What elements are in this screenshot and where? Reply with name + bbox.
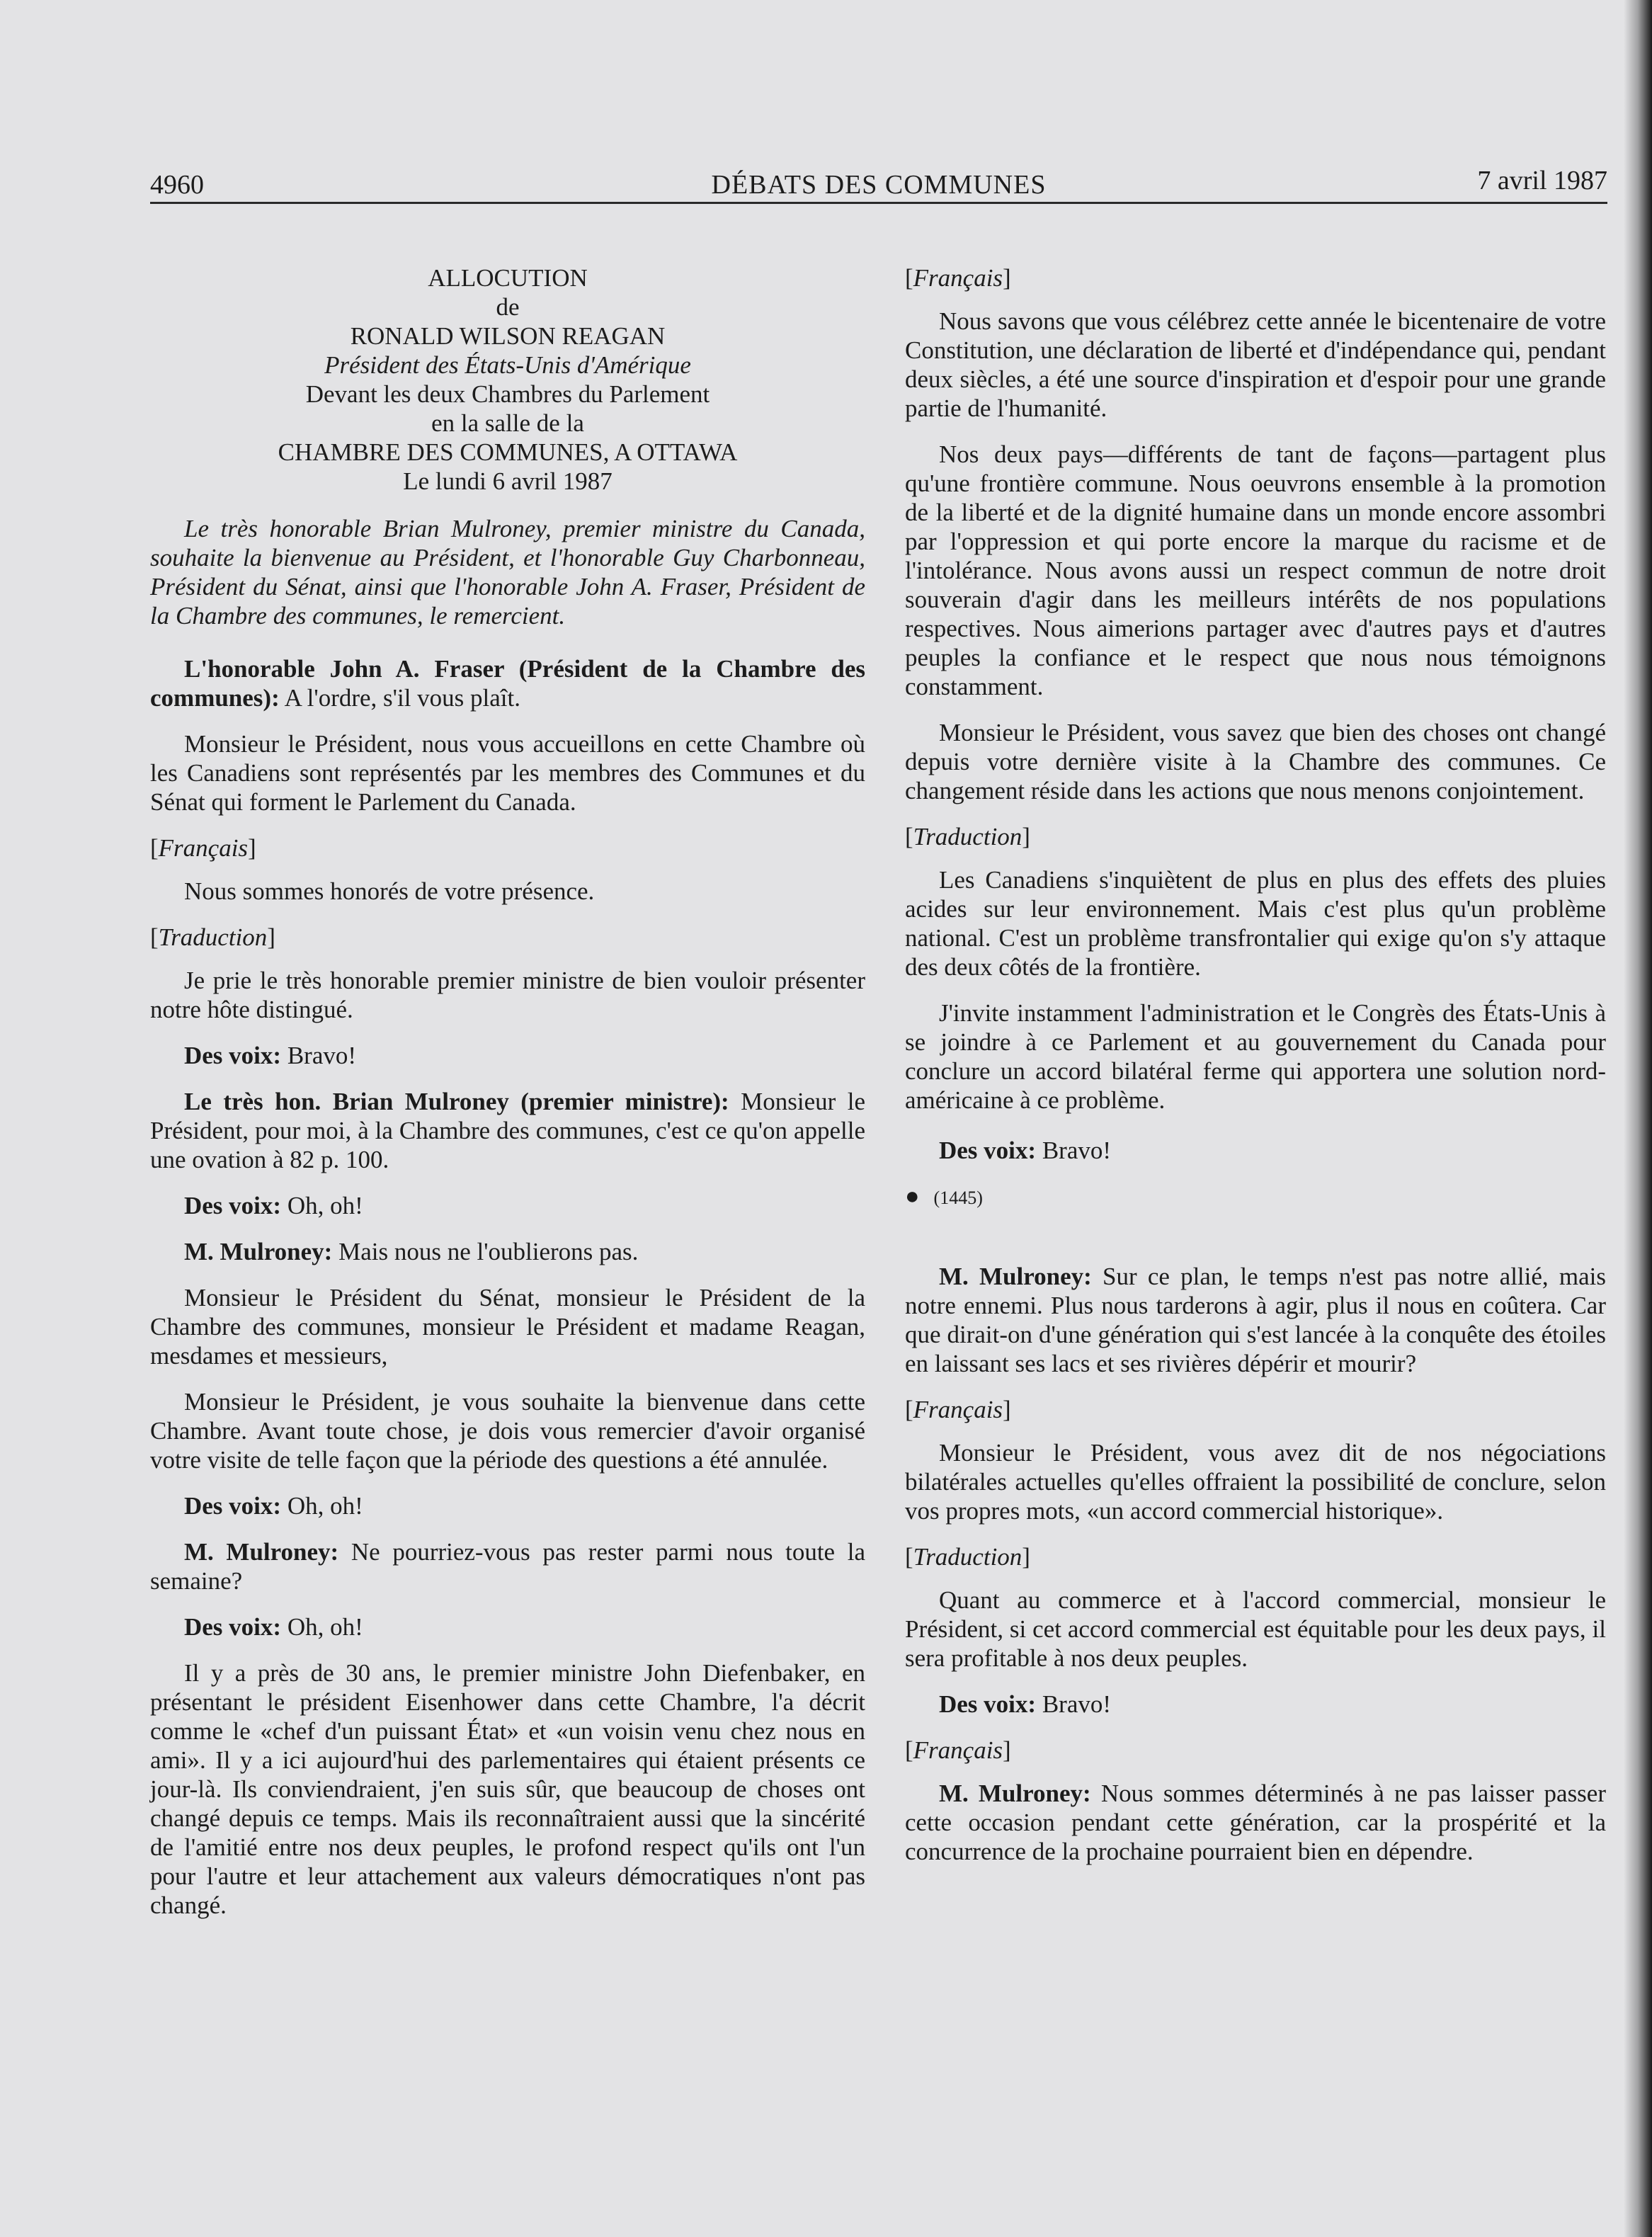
language-marker: [Traduction]: [905, 823, 1030, 850]
language-label: Français: [913, 264, 1003, 292]
page-date: 7 avril 1987: [1477, 166, 1607, 195]
paragraph: [150, 1191, 865, 1220]
title-subtitle: Président des États-Unis d'Amérique: [324, 351, 691, 379]
speaker-name: Des voix:: [184, 1042, 282, 1069]
speech-text: Bravo!: [281, 1042, 357, 1069]
paragraph: [150, 1041, 865, 1070]
language-label: Traduction: [158, 923, 268, 951]
language-label: Français: [913, 1396, 1003, 1423]
speaker-name: Des voix:: [184, 1613, 282, 1641]
time-marker: [905, 1182, 1606, 1212]
paragraph: Monsieur le Président du Sénat, monsieur le Président de la Chambre des communes, monsieur le Président et madame Reagan, mesdames et messieurs,: [150, 1284, 865, 1370]
speaker-name: Des voix:: [184, 1492, 282, 1520]
paragraph: [905, 1779, 1606, 1866]
language-label: Traduction: [913, 823, 1022, 850]
page-number: 4960: [150, 170, 204, 200]
paragraph: [905, 1262, 1606, 1378]
language-marker: [Français]: [905, 1396, 1011, 1423]
paragraph: [905, 1136, 1606, 1165]
paragraph: Je prie le très honorable premier ministre de bien vouloir présenter notre hôte distingué.: [150, 967, 865, 1023]
speaker-name: M. Mulroney:: [939, 1780, 1091, 1807]
language-marker: [Français]: [905, 264, 1011, 292]
paragraph: J'invite instamment l'administration et le Congrès des États-Unis à se joindre à ce Parlement et au gouvernement du Canada pour conclure un accord bilatéral ferme qui apportera une solution nord-américaine à ce problème.: [905, 999, 1606, 1114]
title-line: de: [496, 293, 520, 321]
title-line: RONALD WILSON REAGAN: [350, 322, 666, 350]
paragraph: Il y a près de 30 ans, le premier ministre John Diefenbaker, en présentant le président Eisenhower dans cette Chambre, l'a décrit comme le «chef d'un puissant État» et «un voisin venu chez nous en ami». Il y a ici aujourd'hui des parlementaires qui étaient présents ce jour-là. Ils conviendraient, j'en suis sûr, que beaucoup de choses ont changé depuis ce temps. Mais ils reconnaîtraient aussi que la sincérité de l'amitié entre nos deux peuples, le profond respect qu'ils ont l'un pour l'autre et leur attachement aux valeurs démocratiques n'ont pas changé.: [150, 1659, 865, 1919]
language-marker: [Traduction]: [150, 923, 275, 951]
speaker-name: Des voix:: [939, 1137, 1037, 1164]
paragraph: Nos deux pays—différents de tant de façons—partagent plus qu'une frontière commune. Nous oeuvrons ensemble à la promotion de la liberté et de la dignité humaine dans un monde encore assombri par l'oppression et qui porte encore la marque du racisme et de l'intolérance. Nous avons aussi un respect commun de notre droit souverain d'agir dans les meilleurs intérêts de nos populations respectives. Nous aimerions partager avec d'autres pays et d'autres peuples la confiance et le respect que nous nous témoignons constamment.: [905, 440, 1606, 700]
speech-text: Nous sommes déterminés à ne pas laisser passer cette occasion pendant cette génération, car la prospérité et la concurrence de la prochaine pourraient bien en dépendre.: [905, 1780, 1606, 1865]
speaker-name: Le très hon. Brian Mulroney (premier ministre):: [184, 1088, 729, 1115]
speaker-name: M. Mulroney:: [184, 1538, 339, 1566]
language-marker: [Français]: [905, 1736, 1011, 1764]
paragraph: Monsieur le Président, vous savez que bien des choses ont changé depuis votre dernière visite à la Chambre des communes. Ce changement réside dans les actions que nous menons conjointement.: [905, 719, 1606, 804]
speech-text: Oh, oh!: [281, 1613, 363, 1641]
paragraph: [150, 1537, 865, 1595]
running-title: DÉBATS DES COMMUNES: [711, 170, 1047, 200]
bullet-icon: ●: [905, 1183, 920, 1209]
paragraph: Monsieur le Président, nous vous accueillons en cette Chambre où les Canadiens sont représentés par les membres des Communes et du Sénat qui forment le Parlement du Canada.: [150, 730, 865, 816]
page-header: [150, 159, 1607, 204]
paragraph: Les Canadiens s'inquiètent de plus en plus des effets des pluies acides sur leur environnement. Mais c'est plus qu'un problème national. C'est un problème transfrontalier qui exige qu'on s'y attaque des deux côtés de la frontière.: [905, 866, 1606, 981]
language-label: Français: [158, 834, 249, 862]
paragraph: Nous sommes honorés de votre présence.: [184, 877, 595, 905]
language-label: Français: [913, 1736, 1003, 1764]
language-label: Traduction: [913, 1543, 1022, 1571]
title-line: en la salle de la: [431, 409, 584, 437]
title-line: Le lundi 6 avril 1987: [403, 467, 613, 495]
speech-text: Bravo!: [1036, 1137, 1112, 1164]
page-binding-shadow: [1624, 0, 1652, 2237]
paragraph: [150, 654, 865, 712]
speaker-name: L'honorable John A. Fraser (Président de la Chambre des communes):: [150, 655, 865, 712]
speech-text: Ne pourriez-vous pas rester parmi nous toute la semaine?: [150, 1538, 865, 1595]
title-line: ALLOCUTION: [428, 264, 588, 292]
language-marker: [Traduction]: [905, 1543, 1030, 1571]
speech-text: Sur ce plan, le temps n'est pas notre allié, mais notre ennemi. Plus nous tarderons à agir, plus il nous en coûtera. Car que dirait-on d'une génération qui s'est lancée à la conquête des étoiles en laissant ses lacs et ses rivières dépérir et mourir?: [905, 1263, 1606, 1377]
title-line: Devant les deux Chambres du Parlement: [305, 380, 710, 408]
paragraph: [150, 1612, 865, 1641]
paragraph: [150, 1491, 865, 1520]
paragraph: Monsieur le Président, je vous souhaite la bienvenue dans cette Chambre. Avant toute chose, je dois vous remercier d'avoir organisé votre visite de telle façon que la période des questions a été annulée.: [150, 1388, 865, 1474]
paragraph: [150, 1087, 865, 1174]
intro-paragraph: Le très honorable Brian Mulroney, premier ministre du Canada, souhaite la bienvenue au Président, et l'honorable Guy Charbonneau, Président du Sénat, ainsi que l'honorable John A. Fraser, Président de la Chambre des communes, le remercient.: [150, 515, 865, 630]
timestamp: (1445): [933, 1188, 983, 1208]
left-column: [150, 263, 865, 1937]
speaker-name: M. Mulroney:: [184, 1238, 333, 1265]
speech-text: Oh, oh!: [281, 1492, 363, 1520]
right-column: [905, 263, 1606, 1883]
paragraph: [905, 1690, 1606, 1719]
address-title-block: [150, 263, 865, 496]
speaker-name: Des voix:: [184, 1192, 282, 1219]
paragraph: [150, 1237, 865, 1266]
speech-text: Monsieur le Président, pour moi, à la Chambre des communes, c'est ce qu'on appelle une ovation à 82 p. 100.: [150, 1088, 865, 1173]
speech-text: A l'ordre, s'il vous plaît.: [279, 684, 520, 712]
speech-text: Bravo!: [1036, 1690, 1112, 1718]
speech-text: Oh, oh!: [281, 1192, 363, 1219]
speech-text: Mais nous ne l'oublierons pas.: [332, 1238, 639, 1265]
language-marker: [Français]: [150, 834, 256, 862]
speaker-name: M. Mulroney:: [939, 1263, 1092, 1290]
paragraph: Quant au commerce et à l'accord commercial, monsieur le Président, si cet accord commercial est équitable pour les deux pays, il sera profitable à nos deux peuples.: [905, 1586, 1606, 1672]
paragraph: Monsieur le Président, vous avez dit de nos négociations bilatérales actuelles qu'elles offraient la possibilité de conclure, selon vos propres mots, «un accord commercial historique».: [905, 1439, 1606, 1525]
speaker-name: Des voix:: [939, 1690, 1037, 1718]
paragraph: Nous savons que vous célébrez cette année le bicentenaire de votre Constitution, une déclaration de liberté et d'indépendance qui, pendant deux siècles, a été une source d'inspiration et d'espoir pour une grande partie de l'humanité.: [905, 307, 1606, 422]
title-line: CHAMBRE DES COMMUNES, A OTTAWA: [278, 438, 738, 466]
